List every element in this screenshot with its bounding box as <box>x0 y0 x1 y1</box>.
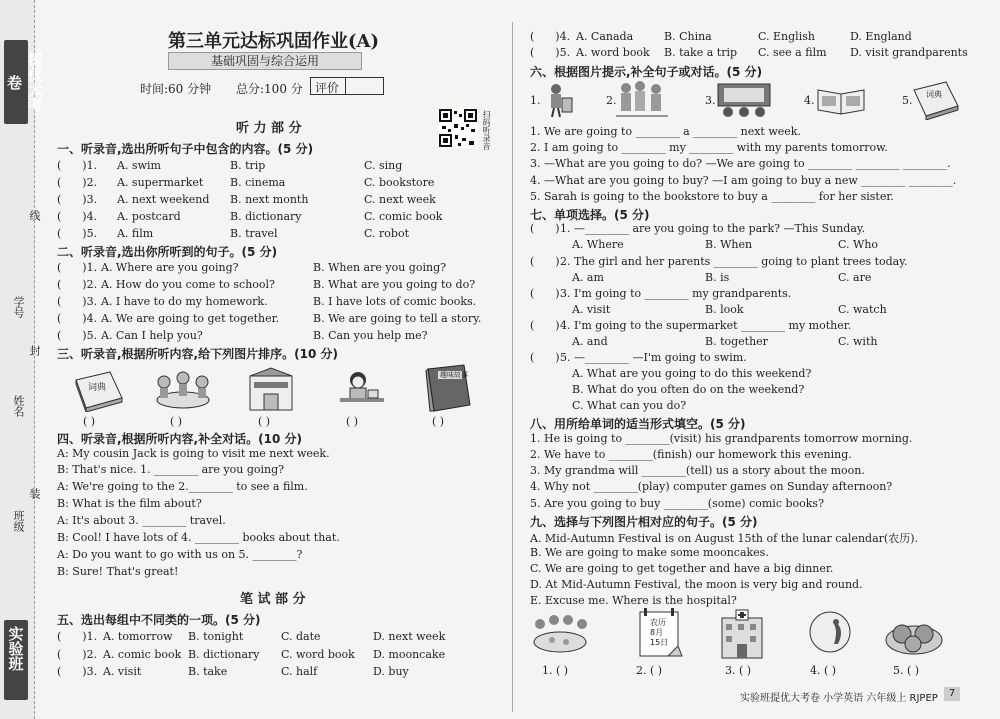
option-a[interactable]: A. swim <box>117 159 161 172</box>
option-b[interactable]: B. together <box>705 335 768 348</box>
match-blank-1[interactable]: 1. ( ) <box>542 664 569 677</box>
answer-blank[interactable]: ( )4. <box>57 312 98 325</box>
option-d[interactable]: D. England <box>850 30 912 43</box>
pic-number: 3. <box>705 94 716 107</box>
option-c[interactable]: C. robot <box>364 227 409 240</box>
match-blank-2[interactable]: 2. ( ) <box>636 664 663 677</box>
match-blank-3[interactable]: 3. ( ) <box>725 664 752 677</box>
section2-title: 二、听录音,选出你所听到的句子。(5 分) <box>57 245 278 259</box>
option-a[interactable]: A. next weekend <box>117 193 210 206</box>
option-c[interactable]: C. with <box>838 335 878 348</box>
option-a[interactable]: A. supermarket <box>117 176 204 189</box>
option-b[interactable]: B. is <box>705 271 730 284</box>
option-a[interactable]: A. How do you come to school? <box>101 278 275 291</box>
option-a[interactable]: A. I have to do my homework. <box>101 295 268 308</box>
option-c[interactable]: C. next week <box>364 193 436 206</box>
answer-blank[interactable]: ( )1. <box>57 159 98 172</box>
option-c[interactable]: C. see a film <box>758 46 827 59</box>
option-a[interactable]: A. Can I help you? <box>101 329 203 342</box>
question-text: 4. I'm going to the supermarket ________ my mother. <box>560 319 852 332</box>
fill-line[interactable]: 1. We are going to ________ a ________ next week. <box>530 125 801 138</box>
answer-blank[interactable]: ( )1. <box>57 261 98 274</box>
option-a[interactable]: A. visit <box>572 303 611 316</box>
writing-title: 笔 试 部 分 <box>240 592 306 607</box>
dictionary-label: 词典 <box>88 383 107 393</box>
answer-blank[interactable]: ( )3. <box>57 665 98 678</box>
option-c[interactable]: C. What can you do? <box>572 399 687 412</box>
section9-title: 九、选择与下列图片相对应的句子。(5 分) <box>530 515 758 529</box>
fill-line[interactable]: 4. —What are you going to buy? —I am going to buy a new ________ ________. <box>530 174 957 187</box>
order-blank-4[interactable]: ( ) <box>346 415 359 428</box>
answer-blank[interactable]: ( )5. <box>57 329 98 342</box>
order-blank-5[interactable]: ( ) <box>432 415 445 428</box>
option-b[interactable]: B. trip <box>230 159 266 172</box>
page-number: 7 <box>944 687 960 701</box>
question-text: 2. The girl and her parents ________ going to plant trees today. <box>560 255 908 268</box>
girl-at-desk-picture <box>338 370 386 412</box>
answer-blank[interactable]: ( ) <box>530 255 560 268</box>
option-a[interactable]: A. tomorrow <box>103 630 173 643</box>
option-a[interactable]: A. What are you going to do this weekend? <box>572 367 812 380</box>
fill-line[interactable]: 3. —What are you going to do? —We are going to ________ ________ ________. <box>530 157 951 170</box>
dialogue-line[interactable]: B: That's nice. 1. ________ are you going? <box>57 463 285 476</box>
option-a[interactable]: A. word book <box>576 46 650 59</box>
class-label: 班级 <box>12 510 25 532</box>
sentence-option[interactable]: B. We are going to make some mooncakes. <box>530 546 769 559</box>
option-b[interactable]: B. look <box>705 303 744 316</box>
option-b[interactable]: B. China <box>664 30 712 43</box>
option-a[interactable]: A. Where are you going? <box>101 261 239 274</box>
answer-blank[interactable]: ( ) <box>530 351 560 364</box>
section1-title: 一、听录音,选出所听句子中包含的内容。(5 分) <box>57 142 314 156</box>
score-box <box>310 77 384 95</box>
time-info: 时间:60 分钟 <box>140 82 212 96</box>
answer-blank[interactable]: ( )2. <box>57 176 98 189</box>
family-visit-picture <box>616 80 668 118</box>
option-b[interactable]: B. We are going to tell a story. <box>313 312 482 325</box>
option-c[interactable]: C. comic book <box>364 210 443 223</box>
dialogue-line: A: My cousin Jack is going to visit me next week. <box>57 447 330 460</box>
column-divider <box>512 22 513 712</box>
bind-label: 装 <box>28 488 41 499</box>
match-blank-5[interactable]: 5. ( ) <box>893 664 920 677</box>
option-a[interactable]: A. visit <box>103 665 142 678</box>
option-a[interactable]: A. film <box>117 227 154 240</box>
fill-line[interactable]: 2. We have to ________(finish) our homework this evening. <box>530 448 852 461</box>
brand-block: 提优大考卷 <box>4 40 28 124</box>
option-c[interactable]: C. Who <box>838 238 879 251</box>
answer-blank[interactable]: ( )5. <box>530 46 571 59</box>
option-c[interactable]: C. date <box>281 630 321 643</box>
option-d[interactable]: D. mooncake <box>373 648 446 661</box>
option-a[interactable]: A. We are going to get together. <box>101 312 280 325</box>
answer-blank[interactable]: ( ) <box>530 319 560 332</box>
option-c[interactable]: C. sing <box>364 159 403 172</box>
option-c[interactable]: C. watch <box>838 303 887 316</box>
option-c[interactable]: C. are <box>838 271 872 284</box>
big-dinner-picture <box>530 610 590 658</box>
option-c[interactable]: C. half <box>281 665 318 678</box>
section8-title: 八、用所给单词的适当形式填空。(5 分) <box>530 417 746 431</box>
option-b[interactable]: B. travel <box>230 227 278 240</box>
option-c[interactable]: C. bookstore <box>364 176 435 189</box>
fill-line[interactable]: 5. Sarah is going to the bookstore to buy a ________ for her sister. <box>530 190 894 203</box>
fill-line[interactable]: 2. I am going to ________ my ________ with my parents tomorrow. <box>530 141 888 154</box>
question-text: 5. —________ —I'm going to swim. <box>560 351 747 364</box>
question-text: 3. I'm going to ________ my grandparents. <box>560 287 792 300</box>
section5-title: 五、选出每组中不同类的一项。(5 分) <box>57 613 261 627</box>
section6-title: 六、根据图片提示,补全句子或对话。(5 分) <box>530 65 763 79</box>
calendar-label: 农历 8月 15日 <box>650 618 669 647</box>
comic-book-picture <box>816 84 866 116</box>
option-b[interactable]: B. Can you help me? <box>313 329 428 342</box>
option-a[interactable]: A. Where <box>572 238 624 251</box>
answer-blank[interactable]: ( )4. <box>57 210 98 223</box>
answer-blank[interactable]: ( )1. <box>57 630 98 643</box>
answer-blank[interactable]: ( )3. <box>57 295 98 308</box>
dialogue-line: B: Sure! That's great! <box>57 565 179 578</box>
name-label: 姓名 <box>12 395 25 417</box>
option-c[interactable]: C. word book <box>281 648 355 661</box>
option-d[interactable]: D. visit grandparents <box>850 46 968 59</box>
order-blank-2[interactable]: ( ) <box>170 415 183 428</box>
storybook-picture <box>424 363 472 413</box>
option-a[interactable]: A. comic book <box>103 648 182 661</box>
total-info: 总分:100 分 <box>236 82 303 96</box>
storybook-label: 趣味故事 <box>440 371 468 379</box>
fill-line[interactable]: 1. He is going to ________(visit) his grandparents tomorrow morning. <box>530 432 913 445</box>
option-b[interactable]: B. take <box>188 665 228 678</box>
match-blank-4[interactable]: 4. ( ) <box>810 664 837 677</box>
dictionary-book-picture <box>912 80 960 120</box>
travel-picture <box>542 82 576 118</box>
option-d[interactable]: D. next week <box>373 630 446 643</box>
answer-blank[interactable]: ( )2. <box>57 648 98 661</box>
option-b[interactable]: B. dictionary <box>230 210 302 223</box>
footer-text: 实验班提优大考卷 小学英语 六年级上 RJPEP <box>740 693 938 704</box>
section3-title: 三、听录音,根据所听内容,给下列图片排序。(10 分) <box>57 347 338 361</box>
section4-title: 四、听录音,根据所听内容,补全对话。(10 分) <box>57 432 302 446</box>
qr-code-icon[interactable] <box>438 108 478 148</box>
option-a[interactable]: A. and <box>572 335 608 348</box>
answer-blank[interactable]: ( ) <box>530 287 560 300</box>
bottom-brand-block: 实验班 <box>4 620 28 700</box>
dialogue-line[interactable]: A: We're going to the 2.________ to see a film. <box>57 480 308 493</box>
student-number-label: 学号 <box>12 296 25 318</box>
seal-label: 封 <box>28 345 41 356</box>
pic-number: 1. <box>530 94 541 107</box>
answer-blank[interactable]: ( )3. <box>57 193 98 206</box>
sentence-option[interactable]: A. Mid-Autumn Festival is on August 15th of the lunar calendar(农历). <box>530 532 918 545</box>
dialogue-line[interactable]: A: It's about 3. ________ travel. <box>57 514 226 527</box>
supermarket-picture <box>248 366 294 412</box>
pic-number: 4. <box>804 94 815 107</box>
dialogue-line: B: What is the film about? <box>57 497 202 510</box>
option-b[interactable]: B. dictionary <box>188 648 260 661</box>
answer-blank[interactable]: ( )5. <box>57 227 98 240</box>
subtitle-bar <box>168 52 362 70</box>
option-b[interactable]: B. What are you going to do? <box>313 278 476 291</box>
option-c[interactable]: C. English <box>758 30 815 43</box>
option-a[interactable]: A. Canada <box>576 30 634 43</box>
fill-line[interactable]: 5. Are you going to buy ________(some) comic books? <box>530 497 824 510</box>
section7-title: 七、单项选择。(5 分) <box>530 208 650 222</box>
option-b[interactable]: B. tonight <box>188 630 244 643</box>
answer-blank[interactable]: ( )4. <box>530 30 571 43</box>
dictionary-picture <box>72 368 124 412</box>
option-b[interactable]: B. When <box>705 238 753 251</box>
order-blank-3[interactable]: ( ) <box>258 415 271 428</box>
qr-label: 扫码听录音 <box>482 110 491 150</box>
option-d[interactable]: D. buy <box>373 665 409 678</box>
option-b[interactable]: B. next month <box>230 193 309 206</box>
fill-line[interactable]: 3. My grandma will ________(tell) us a story about the moon. <box>530 464 865 477</box>
moon-picture <box>808 610 854 658</box>
option-b[interactable]: B. take a trip <box>664 46 738 59</box>
option-b[interactable]: B. cinema <box>230 176 286 189</box>
sentence-option[interactable]: D. At Mid-Autumn Festival, the moon is very big and round. <box>530 578 863 591</box>
option-b[interactable]: B. What do you often do on the weekend? <box>572 383 805 396</box>
hospital-picture <box>718 608 766 660</box>
family-dinner-picture <box>152 370 214 412</box>
score-label: 评价 <box>315 81 340 95</box>
binding-strip <box>0 0 44 719</box>
question-text: 1. —________ are you going to the park? —This Sunday. <box>560 222 866 235</box>
sentence-option[interactable]: E. Excuse me. Where is the hospital? <box>530 594 737 607</box>
calendar-picture <box>636 608 684 660</box>
answer-blank[interactable]: ( )2. <box>57 278 98 291</box>
sentence-option[interactable]: C. We are going to get together and have a big dinner. <box>530 562 834 575</box>
fill-line[interactable]: 4. Why not ________(play) computer games on Sunday afternoon? <box>530 480 893 493</box>
option-a[interactable]: A. am <box>572 271 604 284</box>
line-label: 线 <box>28 210 41 221</box>
cinema-picture <box>716 82 772 118</box>
option-b[interactable]: B. I have lots of comic books. <box>313 295 477 308</box>
subtitle: 基础巩固与综合运用 <box>210 54 319 68</box>
order-blank-1[interactable]: ( ) <box>83 415 96 428</box>
answer-blank[interactable]: ( ) <box>530 222 560 235</box>
pic-number: 2. <box>606 94 617 107</box>
option-b[interactable]: B. When are you going? <box>313 261 447 274</box>
pic-number: 5. <box>902 94 913 107</box>
dialogue-line[interactable]: A: Do you want to go with us on 5. ________? <box>57 548 303 561</box>
dialogue-line[interactable]: B: Cool! I have lots of 4. ________ books about that. <box>57 531 340 544</box>
page-title: 第三单元达标巩固作业(A) <box>168 31 379 52</box>
option-a[interactable]: A. postcard <box>117 210 181 223</box>
listening-title: 听 力 部 分 <box>236 121 302 136</box>
dictionary-book-label: 词典 <box>926 90 942 99</box>
mooncakes-picture <box>884 612 944 656</box>
